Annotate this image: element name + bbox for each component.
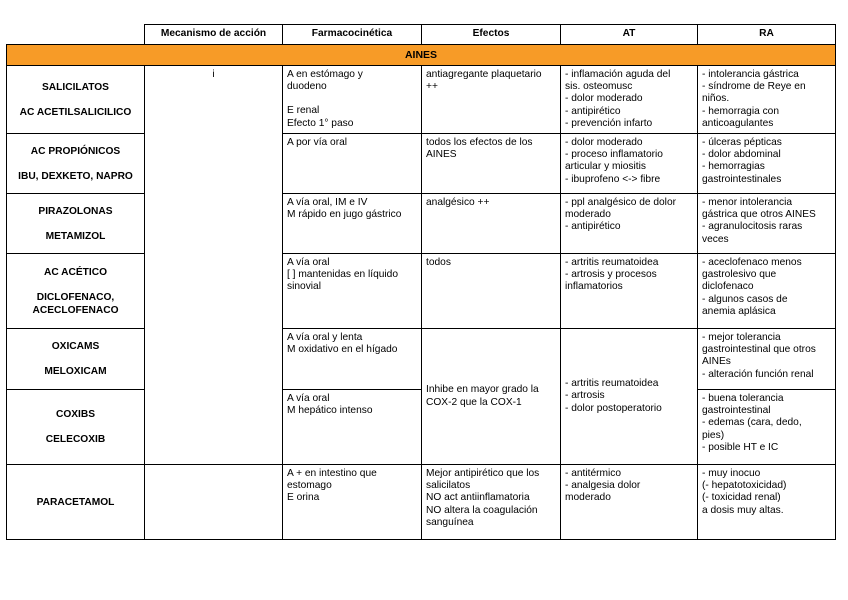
ra-cell: - mejor tolerancia gastrointestinal que otros AINEs - alteración función renal xyxy=(698,329,836,390)
farmacocinetica-cell: A + en intestino que estomago E orina xyxy=(283,465,422,540)
at-cell: - artritis reumatoidea - artrosis y procesos inflamatorios xyxy=(561,254,698,329)
drug-class: OXICAMS xyxy=(51,341,100,353)
aines-table xyxy=(6,24,836,540)
section-banner-row xyxy=(7,45,836,66)
drug-example: MELOXICAM xyxy=(44,366,107,378)
header-blank xyxy=(7,25,145,45)
header-at: AT xyxy=(561,25,698,45)
table-row xyxy=(7,66,836,134)
efectos-cell: antiagregante plaquetario ++ xyxy=(422,66,561,134)
farmacocinetica-cell: A vía oral y lenta M oxidativo en el hígado xyxy=(283,329,422,390)
ra-cell: - muy inocuo (- hepatotoxicidad) (- toxicidad renal) a dosis muy altas. xyxy=(698,465,836,540)
at-cell: - dolor moderado - proceso inflamatorio articular y miositis - ibuprofeno <-> fibre xyxy=(561,134,698,194)
table-row xyxy=(7,134,836,194)
drug-class: PARACETAMOL xyxy=(36,496,115,508)
drug-example: AC ACETILSALICILICO xyxy=(19,106,132,118)
ra-cell: - menor intolerancia gástrica que otros AINES - agranulocitosis raras veces xyxy=(698,194,836,254)
efectos-cell: analgésico ++ xyxy=(422,194,561,254)
ra-cell: - buena tolerancia gastrointestinal - edemas (cara, dedo, pies) - posible HT e IC xyxy=(698,390,836,465)
header-row xyxy=(7,25,836,45)
drug-name-cell xyxy=(7,329,145,390)
efectos-cell-shared: Inhibe en mayor grado la COX-2 que la COX-1 xyxy=(422,329,561,465)
table-row xyxy=(7,390,836,465)
drug-name-cell xyxy=(7,254,145,329)
header-mecanismo: Mecanismo de acción xyxy=(145,25,283,45)
drug-example: IBU, DEXKETO, NAPRO xyxy=(18,170,133,182)
drug-example: METAMIZOL xyxy=(45,230,106,242)
drug-name-cell xyxy=(7,194,145,254)
table-row xyxy=(7,254,836,329)
drug-class: AC PROPIÓNICOS xyxy=(30,145,121,157)
drug-class: AC ACÉTICO xyxy=(43,266,107,278)
drug-name-cell xyxy=(7,465,145,540)
drug-class: SALICILATOS xyxy=(42,81,109,93)
farmacocinetica-cell: A vía oral, IM e IV M rápido en jugo gástrico xyxy=(283,194,422,254)
at-cell: - antitérmico - analgesia dolor moderado xyxy=(561,465,698,540)
section-title: AINES xyxy=(7,45,836,66)
table-row xyxy=(7,194,836,254)
ra-cell: - aceclofenaco menos gastrolesivo que diclofenaco - algunos casos de anemia aplásica xyxy=(698,254,836,329)
farmacocinetica-cell: A por vía oral xyxy=(283,134,422,194)
header-ra: RA xyxy=(698,25,836,45)
ra-cell: - intolerancia gástrica - síndrome de Reye en niños. - hemorragia con anticoagulantes xyxy=(698,66,836,134)
at-cell: - ppl analgésico de dolor moderado - antipirético xyxy=(561,194,698,254)
table-row xyxy=(7,329,836,390)
at-cell: - inflamación aguda del sis. osteomusc - dolor moderado - antipirético - prevención infarto xyxy=(561,66,698,134)
efectos-cell: todos los efectos de los AINES xyxy=(422,134,561,194)
drug-example: DICLOFENACO, xyxy=(36,291,115,303)
header-farmacocinetica: Farmacocinética xyxy=(283,25,422,45)
drug-name-cell xyxy=(7,134,145,194)
drug-name-cell xyxy=(7,390,145,465)
farmacocinetica-cell: A vía oral [ ] mantenidas en líquido sinovial xyxy=(283,254,422,329)
table-row xyxy=(7,465,836,540)
mecanismo-cell: i xyxy=(145,66,283,465)
ra-cell: - úlceras pépticas - dolor abdominal - hemorragias gastrointestinales xyxy=(698,134,836,194)
drug-example: CELECOXIB xyxy=(45,434,106,446)
efectos-cell: Mejor antipirético que los salicilatos NO act antiinflamatoria NO altera la coagulación sanguínea xyxy=(422,465,561,540)
drug-example-2: ACECLOFENACO xyxy=(32,304,119,316)
drug-class: COXIBS xyxy=(55,409,96,421)
header-efectos: Efectos xyxy=(422,25,561,45)
efectos-cell: todos xyxy=(422,254,561,329)
farmacocinetica-cell: A vía oral M hepático intenso xyxy=(283,390,422,465)
drug-name-cell xyxy=(7,66,145,134)
farmacocinetica-cell: A en estómago y duodeno E renal Efecto 1° paso xyxy=(283,66,422,134)
mecanismo-cell-empty xyxy=(145,465,283,540)
at-cell-shared: - artritis reumatoidea - artrosis - dolor postoperatorio xyxy=(561,329,698,465)
drug-class: PIRAZOLONAS xyxy=(38,205,113,217)
